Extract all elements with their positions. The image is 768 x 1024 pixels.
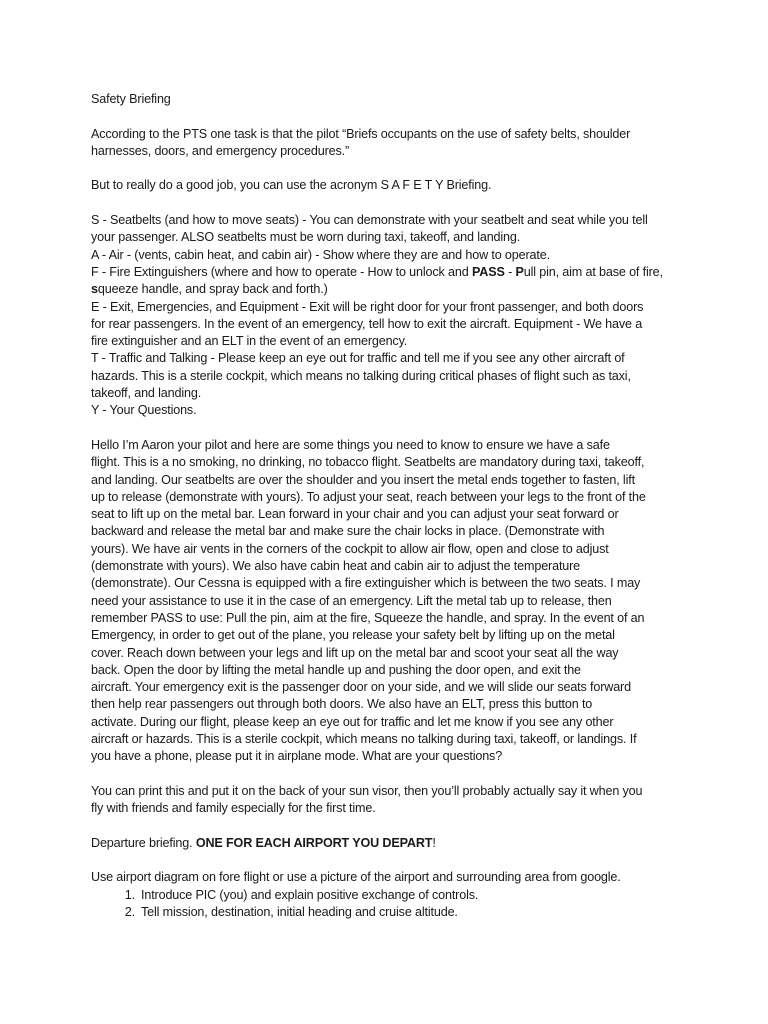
- acronym-t-line: T - Traffic and Talking - Please keep an eye out for traffic and tell me if you see any other aircraft of: [91, 351, 625, 366]
- pass-bold: PASS: [471, 264, 505, 279]
- departure-emphasis: ONE FOR EACH AIRPORT YOU DEPART: [195, 835, 433, 850]
- pass-p-bold: P: [515, 264, 524, 279]
- script-line: need your assistance to use it in the case of an emergency. Lift the metal tab up to release, then: [91, 593, 612, 608]
- acronym-f-line: [91, 264, 691, 281]
- acronym-f-text: queeze handle, and spray back and forth.): [97, 282, 328, 297]
- departure-steps-list: [91, 887, 691, 922]
- print-note-line: You can print this and put it on the back of your sun visor, then you’ll probably actually say it when you: [91, 783, 643, 798]
- list-text: Introduce PIC (you) and explain positive exchange of controls.: [141, 887, 479, 902]
- script-line: yours). We have air vents in the corners of the cockpit to allow air flow, open and close to adjust: [91, 541, 609, 556]
- acronym-list: [91, 212, 691, 420]
- acronym-intro-text: But to really do a good job, you can use the acronym S A F E T Y Briefing.: [91, 178, 492, 193]
- print-note-line: fly with friends and family especially for the first time.: [91, 801, 376, 816]
- script-line: up to release (demonstrate with yours). To adjust your seat, reach between your legs to the front of the: [91, 489, 646, 504]
- departure-label: Departure briefing.: [91, 835, 196, 850]
- list-number: 1.: [124, 887, 135, 902]
- script-line: (demonstrate with yours). We also have cabin heat and cabin air to adjust the temperature: [91, 559, 581, 574]
- acronym-intro: [91, 177, 691, 194]
- diagram-instruction: [91, 869, 691, 886]
- script-line: Hello I’m Aaron your pilot and here are some things you need to know to ensure we have a safe: [91, 437, 610, 452]
- pts-paragraph: [91, 126, 691, 161]
- acronym-f-text: ull pin, aim at base of fire,: [523, 264, 663, 279]
- list-number: 2.: [124, 904, 135, 919]
- script-line: you have a phone, please put it in airplane mode. What are your questions?: [91, 749, 503, 764]
- document-page: [91, 91, 691, 921]
- list-item: [91, 904, 691, 921]
- acronym-e-line: fire extinguisher and an ELT in the event of an emergency.: [91, 334, 408, 349]
- acronym-s-line: your passenger. ALSO seatbelts must be worn during taxi, takeoff, and landing.: [91, 230, 521, 245]
- pilot-script-paragraph: [91, 437, 691, 766]
- script-line: (demonstrate). Our Cessna is equipped with a fire extinguisher which is between the two seats. I may: [91, 576, 641, 591]
- print-note-paragraph: [91, 783, 691, 818]
- pts-line: According to the PTS one task is that the pilot “Briefs occupants on the use of safety belts, shoulder: [91, 126, 631, 141]
- script-line: aircraft. Your emergency exit is the passenger door on your side, and we will slide our seats forward: [91, 680, 631, 695]
- script-line: Emergency, in order to get out of the plane, you release your safety belt by lifting up on the metal: [91, 628, 615, 643]
- pts-line: harnesses, doors, and emergency procedures.”: [91, 143, 350, 158]
- acronym-y-line: Y - Your Questions.: [91, 403, 197, 418]
- pass-s-bold: s: [91, 282, 98, 297]
- script-line: aircraft or hazards. This is a sterile cockpit, which means no talking during taxi, takeoff, or landings. If: [91, 731, 637, 746]
- acronym-s-line: S - Seatbelts (and how to move seats) - You can demonstrate with your seatbelt and seat while you tell: [91, 213, 648, 228]
- script-line: backward and release the metal bar and make sure the chair locks in place. (Demonstrate with: [91, 524, 605, 539]
- script-line: remember PASS to use: Pull the pin, aim at the fire, Squeeze the handle, and spray. In the event of an: [91, 610, 645, 625]
- acronym-e-line: for rear passengers. In the event of an emergency, tell how to exit the aircraft. Equipment - We have a: [91, 316, 643, 331]
- acronym-t-line: takeoff, and landing.: [91, 386, 202, 401]
- acronym-f-text: F - Fire Extinguishers (where and how to operate - How to unlock and: [91, 264, 472, 279]
- acronym-e-line: E - Exit, Emergencies, and Equipment - Exit will be right door for your front passenger, and both doors: [91, 299, 644, 314]
- departure-briefing: [91, 835, 691, 852]
- script-line: cover. Reach down between your legs and lift up on the metal bar and scoot your seat all the way: [91, 645, 619, 660]
- script-line: back. Open the door by lifting the metal handle up and pushing the door open, and exit the: [91, 662, 581, 677]
- list-text: Tell mission, destination, initial heading and cruise altitude.: [141, 904, 458, 919]
- acronym-f-line: [91, 281, 691, 298]
- title-text: Safety Briefing: [91, 92, 171, 106]
- list-item: [91, 887, 691, 904]
- script-line: flight. This is a no smoking, no drinking, no tobacco flight. Seatbelts are mandatory during taxi, takeoff,: [91, 455, 645, 470]
- script-line: activate. During our flight, please keep an eye out for traffic and let me know if you see any other: [91, 714, 614, 729]
- departure-exclamation: !: [432, 835, 436, 850]
- script-line: then help rear passengers out through both doors. We also have an ELT, press this button to: [91, 697, 593, 712]
- script-line: and landing. Our seatbelts are over the shoulder and you insert the metal ends together to fasten, lift: [91, 472, 635, 487]
- acronym-t-line: hazards. This is a sterile cockpit, which means no talking during critical phases of flight such as taxi,: [91, 368, 631, 383]
- acronym-f-separator: -: [504, 264, 516, 279]
- departure-line: [91, 835, 691, 852]
- diagram-line: Use airport diagram on fore flight or use a picture of the airport and surrounding area from google.: [91, 870, 621, 885]
- acronym-a-line: A - Air - (vents, cabin heat, and cabin air) - Show where they are and how to operate.: [91, 247, 550, 262]
- script-line: seat to lift up on the metal bar. Lean forward in your chair and you can adjust your seat forward or: [91, 507, 619, 522]
- document-title: [91, 91, 691, 108]
